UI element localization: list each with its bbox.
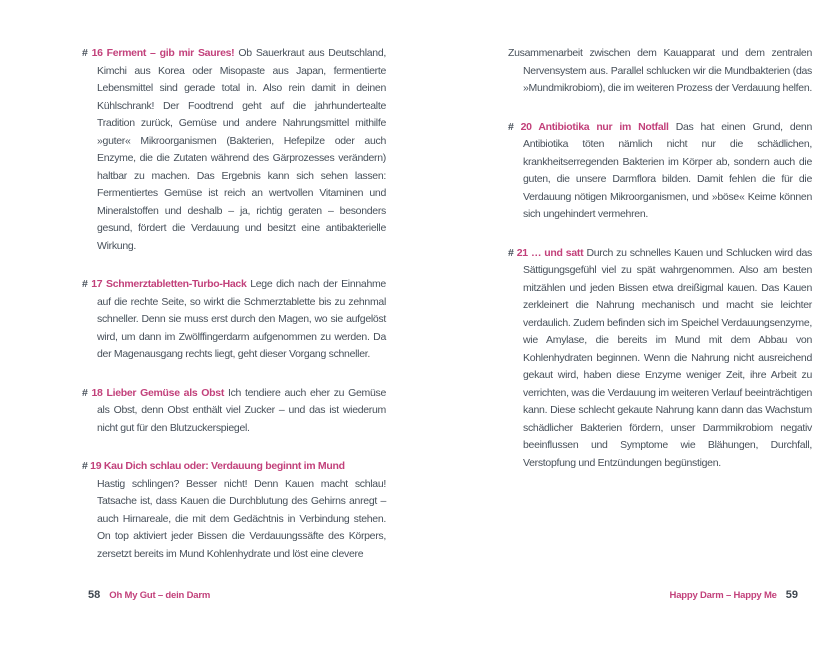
left-page-footer	[88, 588, 210, 603]
tip-paragraph	[508, 245, 812, 473]
hash-mark: #	[82, 278, 92, 290]
hash-mark: #	[82, 386, 92, 399]
page-number-left: 58	[88, 589, 101, 601]
tip-title: 21 … und satt	[516, 246, 584, 259]
tip-paragraph	[508, 119, 812, 224]
tip-paragraph	[82, 385, 386, 438]
right-page-text-column	[508, 45, 812, 493]
hash-mark: #	[508, 246, 517, 259]
tip-title: 19 Kau Dich schlau oder: Verdauung beginnt im Mund	[90, 460, 345, 472]
tip-body: Durch zu schnelles Kauen und Schlucken wird das Sättigungsgefühl viel zu spät wahrgenommen. Also am besten mitzählen und jeden Bissen etwa dreißigmal kauen. Das Kauen zerkleinert die Nahrung mechanisch und macht sie leichter verdaulich. Zudem befinden sich im Speichel Verdauungsenzyme, wie Amylase, die bereits im Mund mit dem Abbau von Kohlenhydraten beginnen. Wenn die Nahrung nicht ausreichend gekaut wird, haben diese Enzyme weniger Zeit, ihre Arbeit zu verrichten, was die Verdauung im weiteren Verlauf beeinträchtigen kann. Diese schlecht gekaute Nahrung kann dann das Wachstum schädlicher Bakterien fördern, unser Darmmikrobiom negativ beeinflussen und Symptome wie Blähungen, Durchfall, Verstopfung und Entzündungen begünstigen.	[523, 246, 812, 469]
tip-body: Zusammenarbeit zwischen dem Kauapparat und dem zentralen Nervensystem aus. Parallel schlucken wir die Mundbakterien (das »Mundmikrobiom), die im weiteren Prozess der Verdauung helfen.	[508, 47, 812, 94]
tip-paragraph	[82, 45, 386, 255]
tip-body: Das hat einen Grund, denn Antibiotika töten nämlich nicht nur die schädlichen, krankheitserregenden Bakterien im Körper ab, sondern auch die guten, die unsere Darmflora bilden. Damit fehlen die für die Verdauung nötigen Mikroorganismen, und »böse« Keime können sich ungehindert vermehren.	[523, 120, 812, 220]
tip-paragraph	[82, 458, 386, 563]
tip-paragraph	[82, 276, 386, 364]
tip-title: 18 Lieber Gemüse als Obst	[91, 386, 225, 399]
tip-body: Ob Sauerkraut aus Deutschland, Kimchi aus Korea oder Misopaste aus Japan, fermentierte Lebensmittel sind gerade total in. Also rein damit in deinen Kühlschrank! Der Foodtrend geht auf die jahrhundertealte Tradition zurück, Gemüse und andere Nahrungsmittel mithilfe »guter« Mikroorganismen (Bakterien, Hefepilze oder auch Enzyme, die die Zutaten während des Gärprozesses verändern) haltbar zu machen. Das Ergebnis kann sich sehen lassen: Fermentiertes Gemüse ist reich an wertvollen Vitaminen und Mineralstoffen und deshalb – ja, richtig geraten – besonders gesund, fördert die Verdauung und besitzt eine antibakterielle Wirkung.	[97, 47, 386, 252]
tip-body: Ich tendiere auch eher zu Gemüse als Obst, denn Obst enthält viel Zucker – und das ist wiederum nicht gut für den Blutzuckerspiegel.	[97, 386, 386, 434]
page-number-right: 59	[785, 589, 798, 601]
running-title-right: Happy Darm – Happy Me	[669, 590, 777, 601]
tip-body: Hastig schlingen? Besser nicht! Denn Kauen macht schlau! Tatsache ist, dass Kauen die Durchblutung des Gehirns anregt – auch Hirnareale, die mit dem Gedächtnis in Verbindung stehen. On top aktiviert jeder Bissen die Verdauungssäfte des Körpers, zersetzt bereits im Mund Kohlenhydrate und löst eine clevere	[97, 477, 386, 560]
tip-title: 16 Ferment – gib mir Saures!	[91, 47, 235, 59]
tip-body: Lege dich nach der Einnahme auf die rechte Seite, so wirkt die Schmerztablette bis zu zehnmal schneller. Denn sie muss erst durch den Magen, wo sie aufgelöst wird, um dann im Zwölffingerdarm aufgenommen zu werden. Da der Magenausgang rechts liegt, geht dieser Vorgang schneller.	[97, 278, 386, 360]
tip-title: 17 Schmerztabletten-Turbo-Hack	[91, 278, 247, 290]
left-page-text-column	[82, 45, 386, 584]
hash-mark: #	[82, 460, 91, 472]
hash-mark: #	[508, 120, 521, 133]
hash-mark: #	[82, 47, 92, 59]
continuation-paragraph	[508, 45, 812, 98]
tip-title: 20 Antibiotika nur im Notfall	[520, 120, 669, 133]
running-title-left: Oh My Gut – dein Darm	[109, 590, 211, 601]
right-page-footer	[670, 588, 798, 603]
